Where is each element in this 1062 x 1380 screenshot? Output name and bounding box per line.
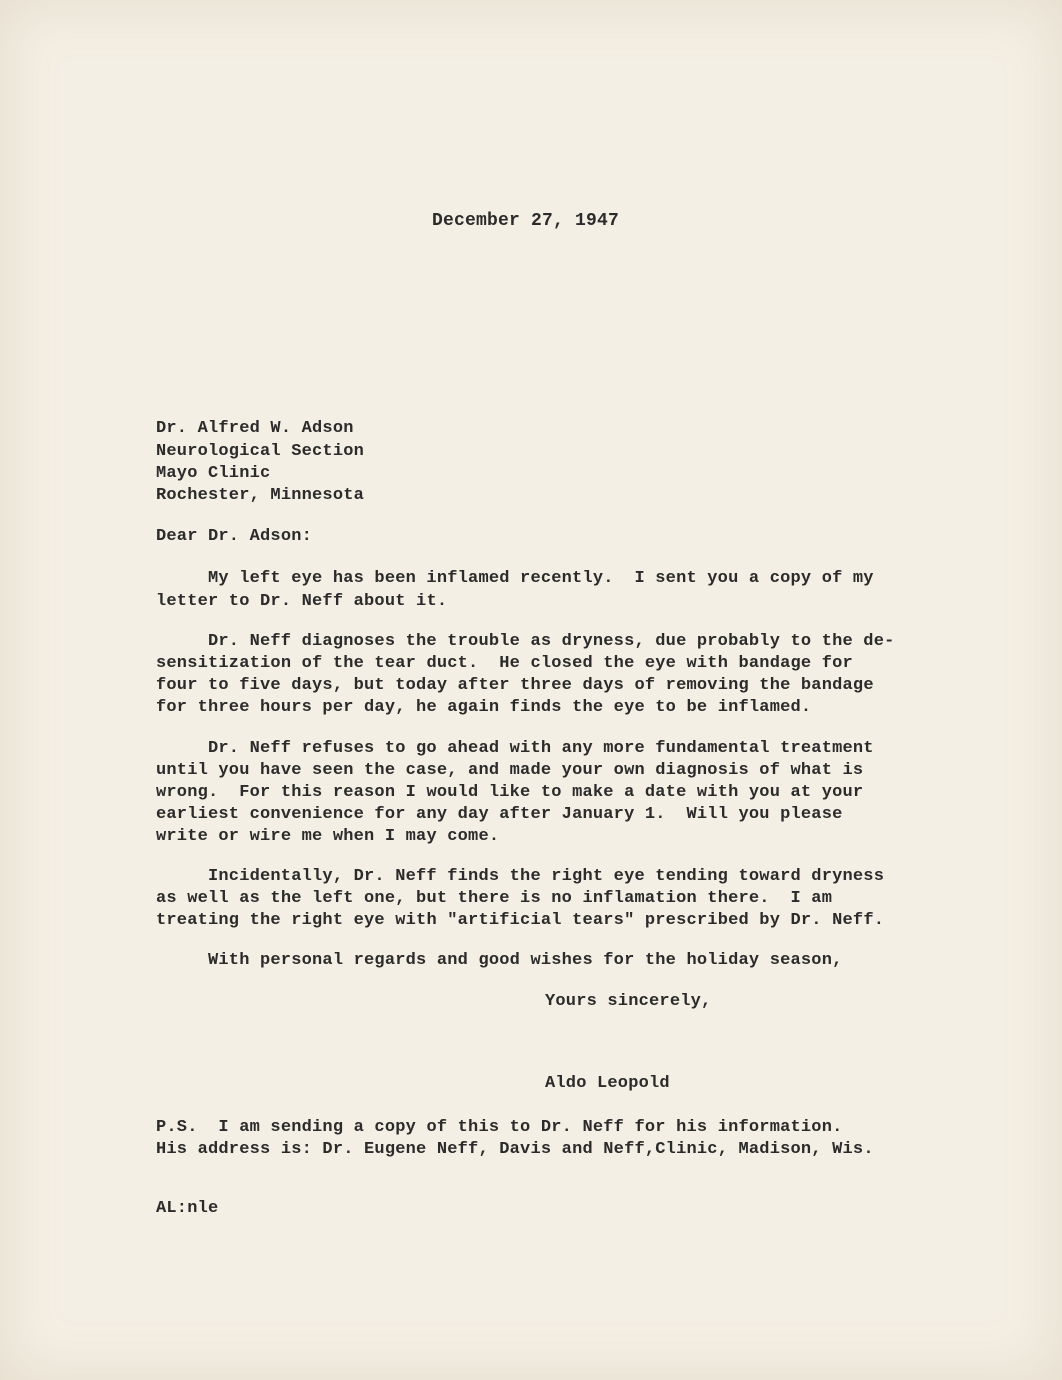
letter-date: December 27, 1947 <box>432 211 620 231</box>
paragraph-line: treating the right eye with "artificial tears" prescribed by Dr. Neff. <box>156 911 885 930</box>
paragraph-line: for three hours per day, he again finds the eye to be inflamed. <box>156 698 812 717</box>
paragraph-line: sensitization of the tear duct. He closed the eye with bandage for <box>156 654 853 673</box>
paragraph-line: write or wire me when I may come. <box>156 827 500 846</box>
paragraph-line: Dr. Neff diagnoses the trouble as dryness, due probably to the de- <box>208 632 895 651</box>
paragraph-line: With personal regards and good wishes for the holiday season, <box>208 951 843 970</box>
paragraph-line: letter to Dr. Neff about it. <box>156 592 448 611</box>
postscript-line: P.S. I am sending a copy of this to Dr. Neff for his information. <box>156 1118 843 1137</box>
salutation: Dear Dr. Adson: <box>156 527 313 546</box>
signature-name: Aldo Leopold <box>545 1074 670 1093</box>
paragraph-line: earliest convenience for any day after January 1. Will you please <box>156 805 843 824</box>
recipient-line: Mayo Clinic <box>156 464 271 483</box>
paragraph-line: Incidentally, Dr. Neff finds the right eye tending toward dryness <box>208 867 885 886</box>
paragraph-line: Dr. Neff refuses to go ahead with any more fundamental treatment <box>208 739 874 758</box>
paragraph-line: as well as the left one, but there is no inflamation there. I am <box>156 889 833 908</box>
recipient-line: Dr. Alfred W. Adson <box>156 419 354 438</box>
postscript-line: His address is: Dr. Eugene Neff, Davis and Neff,Clinic, Madison, Wis. <box>156 1140 874 1159</box>
paragraph-line: until you have seen the case, and made your own diagnosis of what is <box>156 761 864 780</box>
recipient-line: Neurological Section <box>156 442 365 461</box>
recipient-line: Rochester, Minnesota <box>156 486 365 505</box>
closing: Yours sincerely, <box>545 992 712 1011</box>
paragraph-line: wrong. For this reason I would like to make a date with you at your <box>156 783 864 802</box>
paragraph-line: four to five days, but today after three days of removing the bandage <box>156 676 874 695</box>
reference-initials: AL:nle <box>156 1199 219 1218</box>
paragraph-line: My left eye has been inflamed recently. I sent you a copy of my <box>208 569 874 588</box>
